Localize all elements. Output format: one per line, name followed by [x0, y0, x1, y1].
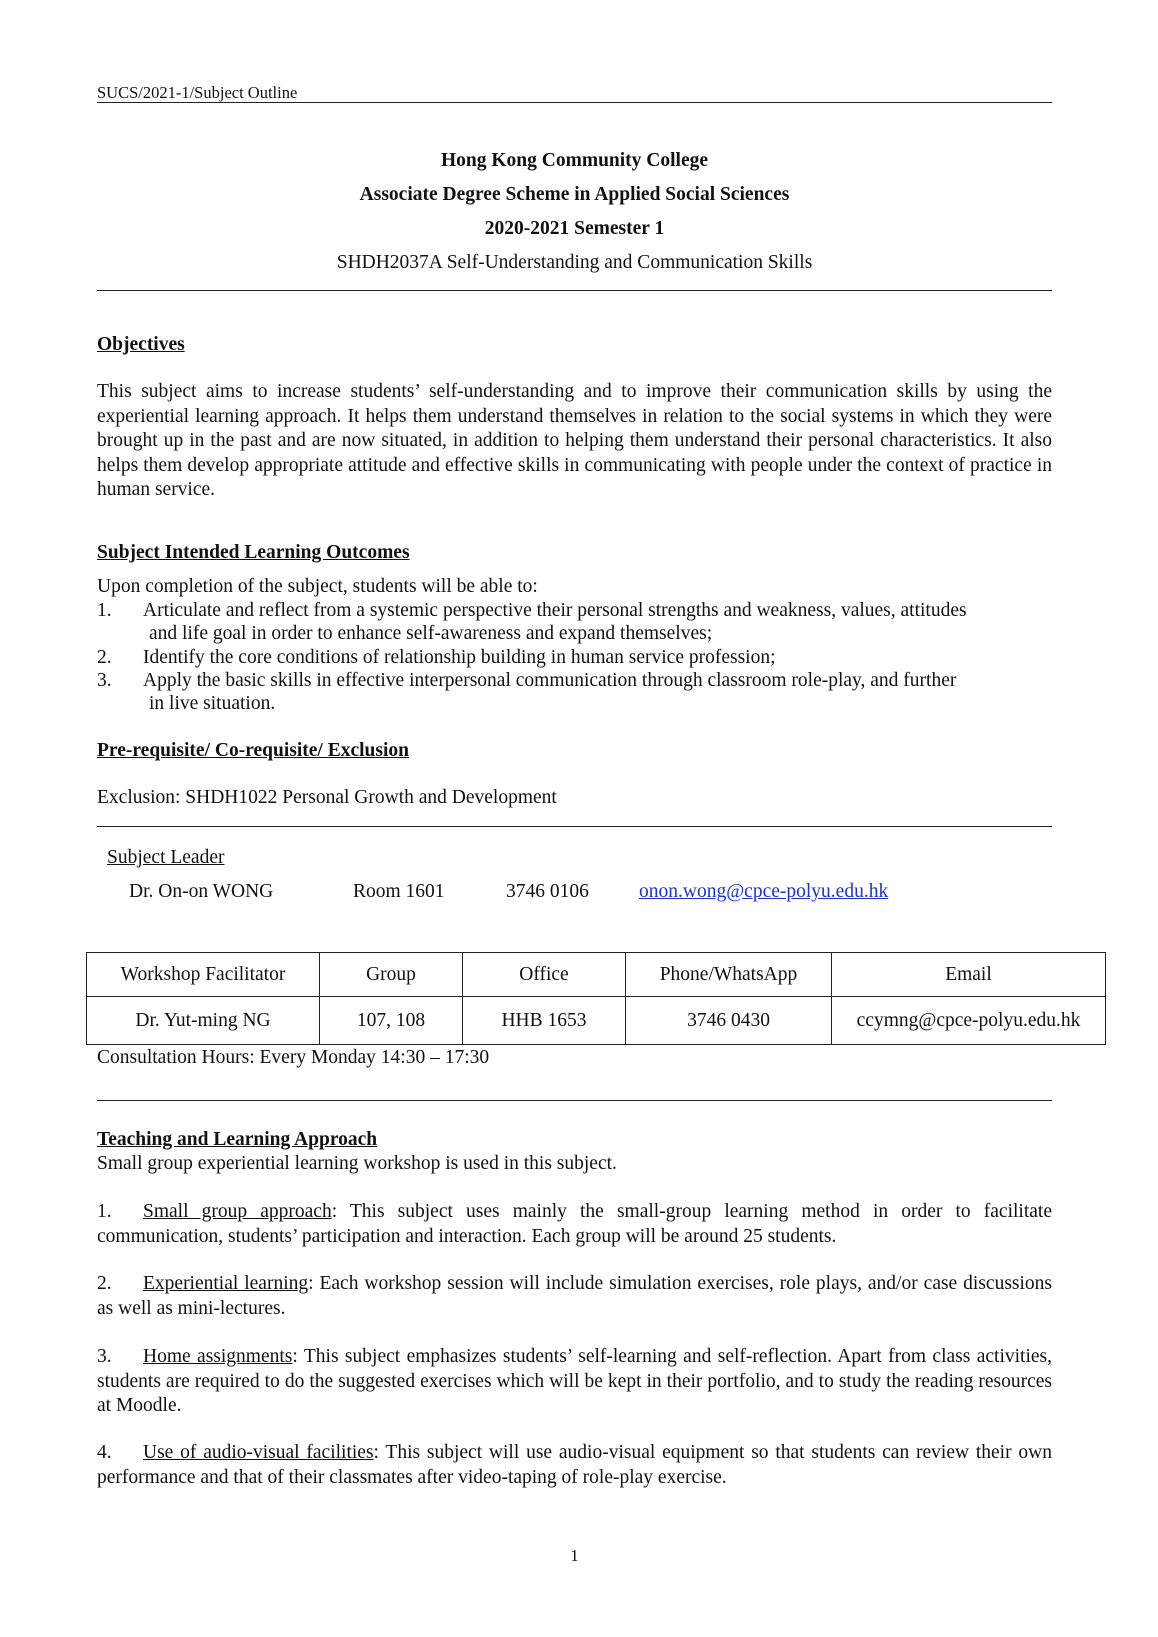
subject-leader-label: Subject Leader	[107, 847, 225, 868]
objectives-body: This subject aims to increase students’ self-understanding and to improve their communication skills by using the experiential learning approach. It helps them understand themselves in relation to the social systems in which they were brought up in the past and are now situated, in addition to helping them understand their personal characteristics. It also helps them develop appropriate attitude and effective skills in communicating with people under the context of practice in human service.	[97, 381, 1052, 500]
facilitator-table	[86, 952, 1106, 1045]
teaching-item-4: 4. Use of audio-visual facilities: This subject will use audio-visual equipment so that students can review their own performance and that of their classmates after video-taping of role-play exercise.	[97, 1442, 1052, 1488]
leader-phone: 3746 0106	[506, 881, 589, 902]
cell-facilitator-name: Dr. Yut-ming NG	[87, 997, 320, 1045]
cell-group: 107, 108	[320, 997, 463, 1045]
title-rule	[97, 290, 1052, 291]
exclusion-text: Exclusion: SHDH1022 Personal Growth and Development	[97, 787, 557, 808]
scheme-name: Associate Degree Scheme in Applied Social Sciences	[359, 184, 790, 205]
silo-heading: Subject Intended Learning Outcomes	[97, 542, 410, 563]
prereq-heading: Pre-requisite/ Co-requisite/ Exclusion	[97, 740, 409, 761]
leader-email-link[interactable]: onon.wong@cpce-polyu.edu.hk	[639, 881, 889, 902]
header-workshop-facilitator: Workshop Facilitator	[87, 953, 320, 997]
silo-intro: Upon completion of the subject, students will be able to:	[97, 576, 538, 597]
header-group: Group	[320, 953, 463, 997]
silo-item-1: 1. Articulate and reflect from a systemic perspective their personal strengths and weakness, values, attitudes	[97, 600, 967, 621]
teaching-item-1: 1. Small group approach: This subject uses mainly the small-group learning method in order to facilitate communication, students’ participation and interaction. Each group will be around 25 students.	[97, 1201, 1052, 1247]
silo-item-3: 3. Apply the basic skills in effective interpersonal communication through classroom role-play, and further	[97, 670, 957, 691]
teaching-item-2: 2. Experiential learning: Each workshop session will include simulation exercises, role plays, and/or case discussions as well as mini-lectures.	[97, 1273, 1052, 1319]
cell-email: ccymng@cpce-polyu.edu.hk	[832, 997, 1106, 1045]
header-rule	[97, 102, 1052, 103]
table-header-row	[87, 953, 1106, 997]
college-name: Hong Kong Community College	[440, 150, 709, 171]
teaching-heading: Teaching and Learning Approach	[97, 1129, 378, 1150]
leader-name: Dr. On-on WONG	[129, 881, 274, 902]
header-phone: Phone/WhatsApp	[626, 953, 832, 997]
header-office: Office	[463, 953, 626, 997]
leader-room: Room 1601	[353, 881, 445, 902]
teaching-intro: Small group experiential learning workshop is used in this subject.	[97, 1153, 617, 1174]
prereq-rule	[97, 826, 1052, 827]
cell-office: HHB 1653	[463, 997, 626, 1045]
silo-item-3-cont: in live situation.	[149, 693, 276, 714]
cell-phone: 3746 0430	[626, 997, 832, 1045]
consultation-hours: Consultation Hours: Every Monday 14:30 – 17:30	[97, 1047, 490, 1068]
silo-item-1-cont: and life goal in order to enhance self-awareness and expand themselves;	[149, 623, 713, 644]
objectives-heading: Objectives	[97, 334, 185, 355]
teaching-item-3: 3. Home assignments: This subject emphasizes students’ self-learning and self-reflection. Apart from class activities, students are required to do the suggested exercises which will be kept in their portfolio, and to study the reading resources at Moodle.	[97, 1346, 1052, 1416]
semester: 2020-2021 Semester 1	[484, 218, 665, 239]
page-number: 1	[570, 1546, 579, 1565]
table-row	[87, 997, 1106, 1045]
silo-item-2: 2. Identify the core conditions of relationship building in human service profession;	[97, 647, 776, 668]
document-code: SUCS/2021-1/Subject Outline	[97, 83, 298, 102]
subject-title: SHDH2037A Self-Understanding and Communication Skills	[336, 252, 813, 273]
consultation-rule	[97, 1100, 1052, 1101]
header-email: Email	[832, 953, 1106, 997]
